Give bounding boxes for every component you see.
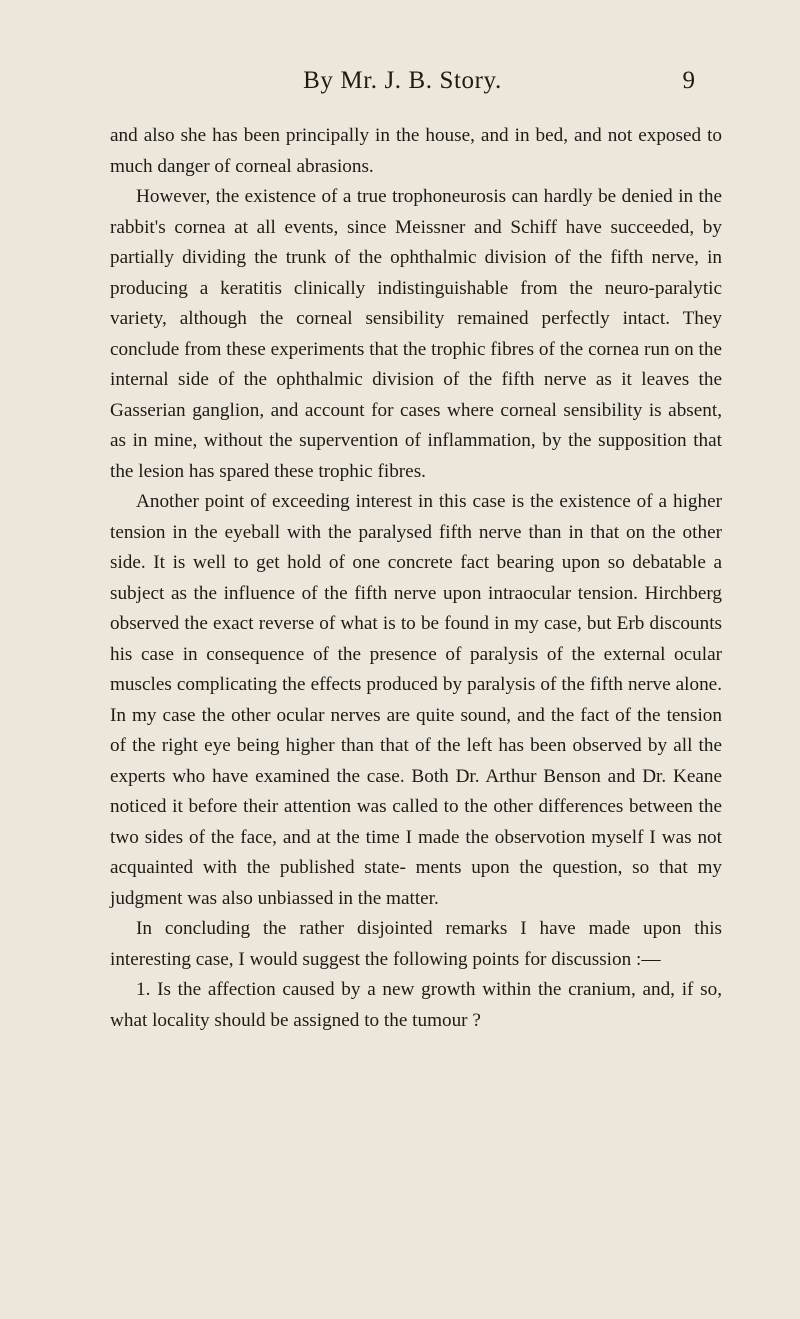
paragraph-conclusion: In concluding the rather disjointed remarks I have made upon this interesting case, I would suggest the following points for discussion :— bbox=[110, 918, 722, 970]
paragraph-tension: Another point of exceeding interest in this case is the existence of a higher tension in the eyeball with the paralysed fifth nerve than in that on the other side. It is well to get hold of one concrete fact bearing upon so debatable a subject as the influence of the fifth nerve upon intraocular tension. Hirchberg observed the exact reverse of what is to be found in my case, but Erb discounts his case in consequence of the presence of paralysis of the external ocular muscles complicating the effects produced by paralysis of the fifth nerve alone. In my case the other ocular nerves are quite sound, and the fact of the tension of the right eye being higher than that of the left has been observed by all the experts who have examined the case. Both Dr. Arthur Benson and Dr. Keane noticed it before their attention was called to the other differences between the two sides of the face, and at the time I made the observotion myself I was not acquainted with the published state- ments upon the question, so that my judgment was also unbiassed in the matter. bbox=[110, 491, 722, 909]
running-title: By Mr. J. B. Story. bbox=[303, 67, 502, 94]
running-head bbox=[110, 64, 695, 98]
paragraph-point-1: 1. Is the affection caused by a new growth within the cranium, and, if so, what locality should be assigned to the tumour ? bbox=[110, 979, 722, 1031]
paragraph-trophoneurosis: However, the existence of a true trophoneurosis can hardly be denied in the rabbit's cornea at all events, since Meissner and Schiff have succeeded, by partially dividing the trunk of the ophthalmic division of the fifth nerve, in producing a keratitis clinically indistinguishable from the neuro-paralytic variety, although the corneal sensibility remained perfectly intact. They conclude from these experiments that the trophic fibres of the cornea run on the internal side of the ophthalmic division of the fifth nerve as it leaves the Gasserian ganglion, and account for cases where corneal sensibility is absent, as in mine, without the supervention of inflammation, by the supposition that the lesion has spared these trophic fibres. bbox=[110, 186, 722, 482]
paragraph-continuation: and also she has been principally in the house, and in bed, and not exposed to much danger of corneal abrasions. bbox=[110, 125, 722, 177]
body-text bbox=[110, 121, 722, 1036]
page-number: 9 bbox=[682, 67, 695, 94]
